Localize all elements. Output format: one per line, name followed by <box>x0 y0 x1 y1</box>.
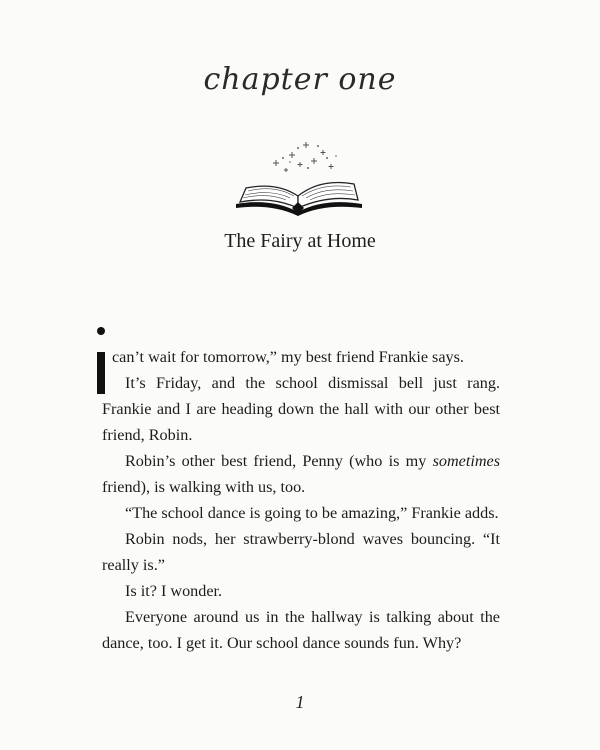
open-book-with-sparkles-icon <box>228 128 368 218</box>
paragraph-1-rest: It’s Friday, and the school dismissal bell just rang. Frankie and I are heading down the hall with our other best friend, Robin. <box>102 374 500 444</box>
chapter-label: chapter one <box>203 62 397 97</box>
chapter-title: The Fairy at Home <box>224 230 376 252</box>
page-number: 1 <box>295 692 305 712</box>
paragraph-5: Is it? I wonder. <box>125 582 223 600</box>
drop-cap-dot <box>97 327 105 335</box>
paragraph-1-line-1: can’t wait for tomorrow,” my best friend Frankie says. <box>112 348 464 366</box>
paragraph-3: “The school dance is going to be amazing,” Frankie adds. <box>125 504 499 522</box>
paragraph-2: Robin’s other best friend, Penny (who is my sometimes friend), is walking with us, too. <box>102 452 500 496</box>
paragraph-6: Everyone around us in the hallway is talking about the dance, too. I get it. Our school dance sounds fun. Why? <box>102 608 500 652</box>
paragraph-4: Robin nods, her strawberry-blond waves bouncing. “It really is.” <box>102 530 500 574</box>
body-text <box>102 344 500 656</box>
